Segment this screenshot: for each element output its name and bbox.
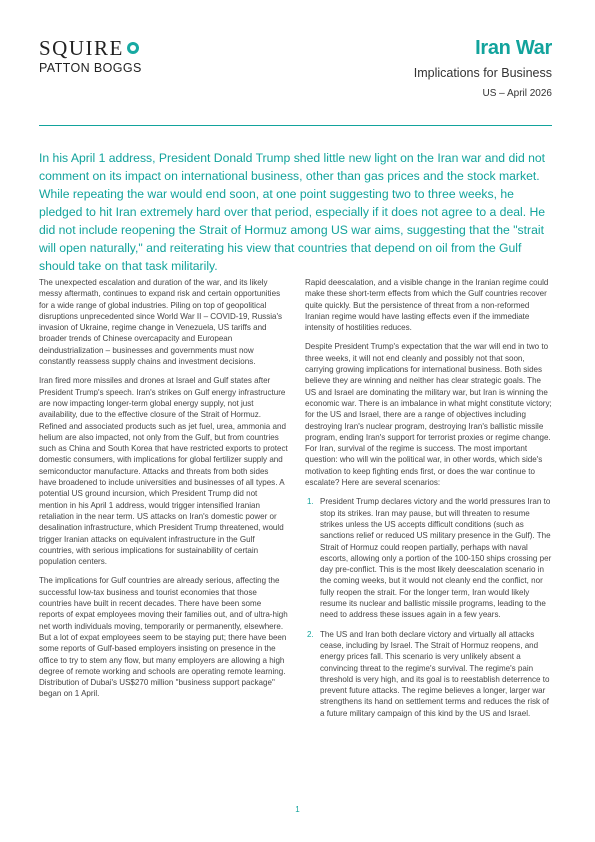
list-item xyxy=(305,496,554,620)
company-logo xyxy=(39,38,149,75)
body-paragraph: Despite President Trump's expectation that the war will end in two to three weeks, it will not end cleanly and possibly not that soon, carrying growing implications for international business. Both sides believe they are winning and neither has clear strategic goals. The US and Israel are dominating the military war, but Iran is winning the economic war. There is an imbalance in what might constitute victory; for the US and Israel, there are a range of objectives including destroying Iran's nuclear program, destroying Iran's ballistic missile program, ending Iran's support for terrorist proxies or regime change. For Iran, survival of the regime is success. The most important question: who will win the political war, in other words, which side's motivation to keep fighting ends first, or does the war continue to escalate? Here are several scenarios: xyxy=(305,342,552,488)
list-number: 1. xyxy=(307,497,314,507)
logo-circle-icon xyxy=(127,42,139,54)
document-subtitle: Implications for Business xyxy=(413,66,552,80)
logo-line-1: SQUIRE xyxy=(39,36,124,60)
list-item-text: President Trump declares victory and the world pressures Iran to stop its strikes. Iran may pause, but will threaten to resume strikes unless the US accepts difficult conditions (such as sanctions relief or reduced US military presence in the Gulf). The Strait of Hormuz could reopen partially, perhaps with naval escorts, allowing only a portion of the 100-150 ships crossing per day pre-conflict. This is the most likely deescalation scenario in the coming weeks, but it would not cleanly end the conflict, nor fully reopen the strait. For the longer term, Iran would likely resume its nuclear and ballistic missile programs, leading to the need to address these issues again in a few years. xyxy=(320,497,552,620)
list-item-text: The US and Iran both declare victory and virtually all attacks cease, including by Israel. The Strait of Hormuz reopens, and energy prices fall. This scenario is very unlikely absent a convincing threat to the regime's survival. The regime's pain threshold is very high, and its goal is to reestablish deterrence to prevent future attacks. The regime believes a longer, larger war strengthens its hand on settlement terms and reduces the risk of a future military campaign of this kind by the US and Israel. xyxy=(320,629,550,718)
lead-paragraph: In his April 1 address, President Donald Trump shed little new light on the Iran war and did not comment on its impact on international business, other than gas prices and the stock market. While repeating the war would end soon, at one point suggesting two to three weeks, he pledged to hit Iran extremely hard over that period, especially if it does not agree to a deal. He did not include reopening the Strait of Hormuz among US war aims, suggesting that the "strait will open naturally," and reiterating his view that countries that depend on oil from the Gulf should take on that task militarily. xyxy=(39,151,546,273)
body-paragraph: Rapid deescalation, and a visible change in the Iranian regime could make these short-term effects from which the Gulf countries recover quite quickly. But the persistence of threat from a non-reformed Iranian regime would have lasting effects even if the immediate intensity of hostilities reduces. xyxy=(305,278,549,333)
body-paragraph: Iran fired more missiles and drones at Israel and Gulf states after President Trump's speech. Iran's strikes on Gulf energy infrastructure are now impacting longer-term global energy supply, not just availability, due to the effective closure of the Strait of Hormuz. Refined and associated products such as jet fuel, urea, ammonia and helium are also impacted, not only from the Gulf, but from countries such as China and South Korea that have restricted exports to protect domestic consumers, with implications for global fertilizer supply and semiconductor manufacture. Attacks and threats from both sides have broadened to include universities and businesses of all types. A potential US ground incursion, which President Trump did not mention in his April 1 address, would trigger intensified Iranian retaliation in the near term. US attacks on Iran's domestic power or desalination infrastructure, which President Trump threatened, would trigger Iranian attacks on equivalent infrastructure in the Gulf countries, with serious implications for sustainability of certain population centers. xyxy=(39,376,288,567)
page-number: 1 xyxy=(295,805,300,814)
header-divider xyxy=(39,125,552,126)
document-title: Iran War xyxy=(475,37,552,59)
body-paragraph: The unexpected escalation and duration of the war, and its likely messy aftermath, continues to expand risk and certain opportunities for a wide range of global industries. Piling on top of geopolitical disruptions unprecedented since World War II – COVID-19, Russia's invasion of Ukraine, regime change in Venezuela, US tariffs and broader trends of Chinese overcapacity and European deindustrialization – businesses and governments must now constantly reassess supply chains and investment decisions. xyxy=(39,278,283,367)
list-number: 2. xyxy=(307,629,314,639)
logo-line-2: PATTON BOGGS xyxy=(39,61,142,75)
right-column xyxy=(305,277,554,727)
body-paragraph: The implications for Gulf countries are already serious, affecting the successful low-tax business and tourist economies that those countries have built in recent decades. There have been some reports of expat employees moving their families out, and of ultra-high net worth individuals moving, temporarily or permanently, elsewhere. But a lot of expat employees seem to be staying put; there have been some reports of Gulf-based employers insisting on presence in the office to try to stem any flow, but many employers are allowing a high degree of remote working and schools are operating remote learning. Distribution of Dubai's US$270 million "business support package" began on 1 April. xyxy=(39,576,288,699)
left-column xyxy=(39,277,288,708)
scenario-list xyxy=(305,496,554,719)
document-date: US – April 2026 xyxy=(482,88,552,99)
list-item xyxy=(305,629,554,719)
